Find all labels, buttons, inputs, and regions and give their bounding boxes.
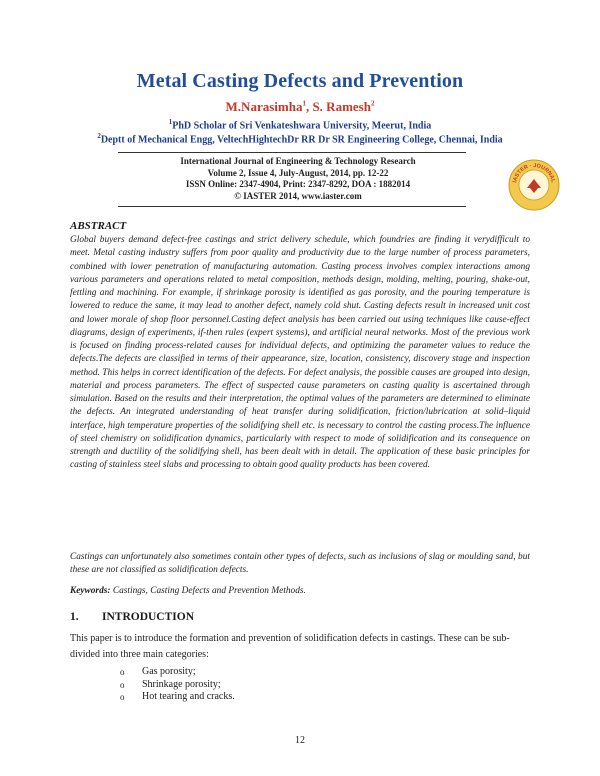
affiliation-2 <box>0 132 600 145</box>
section-heading <box>70 611 194 623</box>
list-item <box>120 691 235 704</box>
svg-text:IASTER · JOURNAL: IASTER · JOURNAL <box>512 162 556 184</box>
journal-volume: Volume 2, Issue 4, July-August, 2014, pp. 12-22 <box>207 167 389 178</box>
bullet-mark: o <box>120 692 125 702</box>
author-2-name: S. Ramesh <box>312 99 371 114</box>
abstract-heading: ABSTRACT <box>70 220 127 232</box>
list-item <box>120 666 235 679</box>
keywords-label: Keywords: <box>70 586 111 596</box>
journal-info <box>118 156 478 202</box>
paper-title: Metal Casting Defects and Prevention <box>136 70 464 92</box>
bullet-mark: o <box>120 679 125 690</box>
affiliation-1 <box>0 118 600 131</box>
page-number: 12 <box>295 735 305 746</box>
section-title: INTRODUCTION <box>102 611 195 623</box>
affiliation-2-sup: 2 <box>97 132 101 140</box>
abstract-paragraph-2: Castings can unfortunately also sometimes contain other types of defects, such as inclusions of slag or moulding sand, but these are not classified as solidification defects. <box>70 552 530 576</box>
affiliation-1-text: PhD Scholar of Sri Venkateshwara University, Meerut, India <box>172 120 432 132</box>
author-2-sup: 2 <box>370 99 375 108</box>
author-separator: , <box>305 99 313 114</box>
list-item <box>120 679 235 692</box>
author-1-sup: 1 <box>302 99 306 108</box>
affiliation-1-sup: 1 <box>168 118 173 126</box>
list-item-text: Hot tearing and cracks. <box>142 691 235 702</box>
seal-icon <box>507 158 561 212</box>
section-number: 1. <box>70 611 79 623</box>
author-line <box>0 99 600 115</box>
journal-name: International Journal of Engineering & Technology Research <box>180 156 416 166</box>
list-item-text: Shrinkage porosity; <box>142 678 221 690</box>
list-item-text: Gas porosity; <box>142 666 196 677</box>
journal-issn: ISSN Online: 2347-4904, Print: 2347-8292, DOA : 1882014 <box>185 179 411 189</box>
intro-paragraph: This paper is to introduce the formation and prevention of solidification defects in castings. These can be sub-divided into three main categories: <box>70 633 510 660</box>
journal-copyright: © IASTER 2014, www.iaster.com <box>234 190 362 201</box>
bullet-mark: o <box>120 667 125 677</box>
journal-top-rule <box>118 152 466 153</box>
journal-seal-logo <box>507 158 561 212</box>
defect-category-list <box>120 666 235 704</box>
abstract-paragraph-1: Global buyers demand defect-free castings and strict delivery schedule, which foundries are finding it verydifficult to meet. Metal casting industry suffers from poor quality and productivity due to the large number of process parameters, combined with lower penetration of manufacturing automation. Casting process involves complex interactions among various parameters and operations related to metal composition, methods design, molding, melting, pouring, shake-out, fettling and machining. For example, if shrinkage porosity is identified as gas porosity, and the pouring temperature is lowered to reduce the same, it may lead to another defect, namely cold shut. Casting defects result in increased unit cost and lower morale of shop floor personnel.Casting defect analysis has been carried out using techniques like cause-effect diagrams, design of experiments, if-then rules (expert systems), and artificial neural networks. Most of the previous work is focused on finding process-related causes for individual defects, and optimizing the parameter values to reduce the defects.The defects are classified in terms of their appearance, size, location, consistency, discovery stage and inspection method. This helps in correct identification of the defects. For defect analysis, the possible causes are grouped into design, material and process parameters. The effect of suspected cause parameters on casting quality is ascertained through simulation. Based on the results and their interpretation, the optimal values of the parameters are determined to eliminate the defects. An integrated understanding of heat transfer during solidification, friction/lubrication at solid–liquid interface, high temperature properties of the solidifying shell etc. is necessary to control the casting process.The influence of steel chemistry on solidification dynamics, particularly with respect to mode of solidification and its consequence on strength and ductility of the solidifying shell, has been dealt with in detail. The application of these basic principles for casting of stainless steel slabs and processing to obtain good quality products has been covered. <box>70 235 530 471</box>
journal-bottom-rule <box>118 206 466 207</box>
author-1-name: M.Narasimha <box>225 99 303 114</box>
keywords-line <box>70 586 530 596</box>
affiliation-2-text: Deptt of Mechanical Engg, VeltechHightechDr RR Dr SR Engineering College, Chennai, India <box>100 134 503 146</box>
keywords-text: Castings, Casting Defects and Prevention Methods. <box>110 586 306 596</box>
